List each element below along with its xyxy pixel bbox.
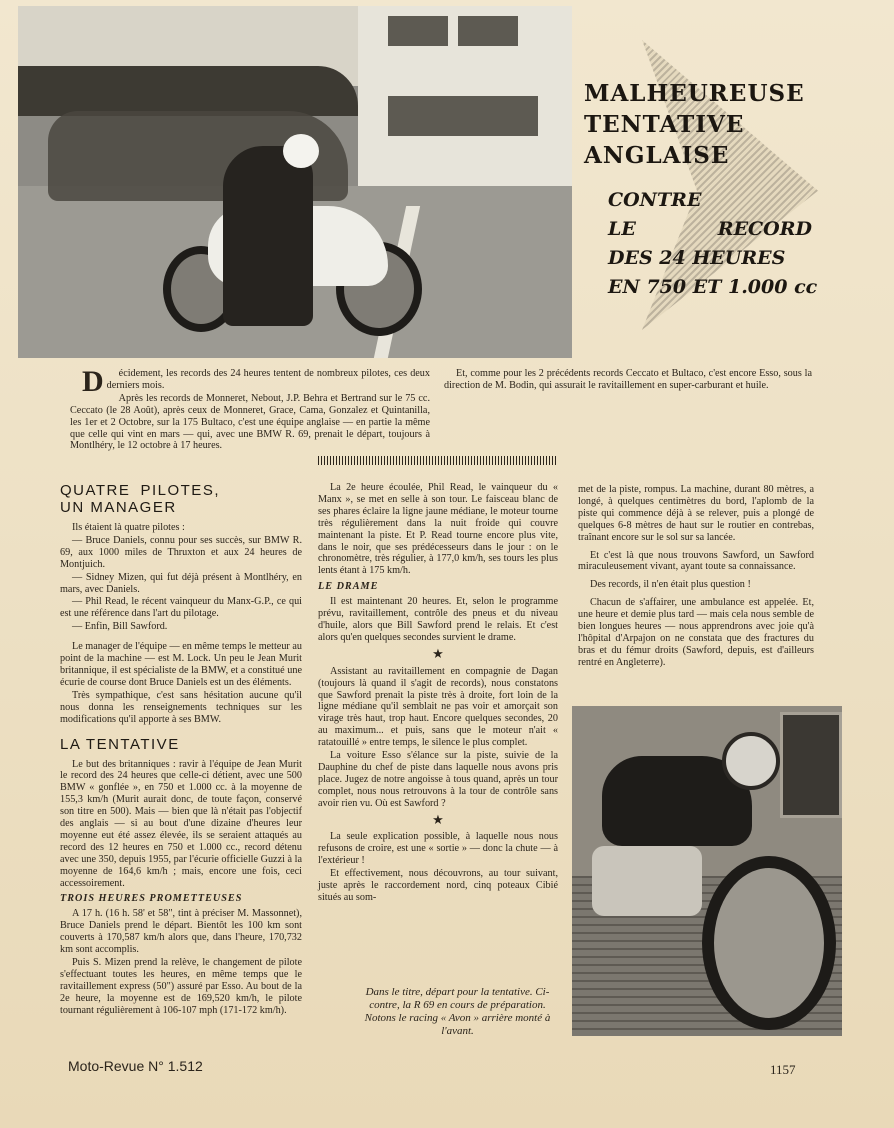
title-line: MALHEUREUSE [584, 80, 805, 107]
body-paragraph: — Phil Read, le récent vainqueur du Manx-G.P., ce qui est une référence dans l'art du pilotage. [60, 596, 302, 620]
star-separator: ★ [432, 645, 444, 661]
body-paragraph: La voiture Esso s'élance sur la piste, suivie de la Dauphine du chef de piste dans laquelle nous avons pris place. Jugez de notre angoisse à tous quand, après un tour complet, nous nous retrouvons à la tour de contrôle sans avoir rien vu. Où est Sawford ? [318, 750, 558, 809]
body-paragraph: Et c'est là que nous trouvons Sawford, un Sawford miraculeusement vivant, ayant toute sa connaissance. [578, 549, 814, 573]
title-photo-motorcycle-start [18, 6, 572, 358]
page-number: 1157 [770, 1062, 796, 1077]
body-paragraph: La seule explication possible, à laquelle nous nous refusons de croire, est une « sortie » — donc la chute — à l'extérieur ! [318, 831, 558, 867]
body-paragraph: Des records, il n'en était plus question ! [590, 579, 751, 591]
subsection-heading: LE DRAME [318, 581, 379, 593]
page-subtitle [608, 186, 878, 302]
column-3 [578, 484, 814, 670]
section-divider [318, 456, 558, 465]
title-line: ANGLAISE [584, 142, 730, 169]
body-paragraph: La 2e heure écoulée, Phil Read, le vainqueur du « Manx », se met en selle à son tour. Le faisceau blanc de ses phares éclaire la ligne jaune médiane, le moteur tourne très régulièrement dans la nuit froide qui couvre maintenant la piste. Et P. Read tourne encore plus vite, dans le noir, que ses prédécesseurs dans le jour : on le chronomètre, très régulier, à 177,0 km/h, ses tours les plus lents étant à 175 km/h. [318, 482, 558, 577]
body-paragraph: met de la piste, rompus. La machine, durant 80 mètres, a longé, à quelques centimètres du bord, l'aplomb de la piste qui commence déjà à se relever, puis a plongé de quelques 6-8 mètres de haut sur le routier en contrebas, traînant encore sur le sol sur sa lancée. [578, 484, 814, 543]
body-paragraph: Le manager de l'équipe — en même temps le metteur au point de la machine — est M. Lock. Un peu le Jean Murit britannique, il est spécialiste de la BMW, et a constitué une écurie de course dont Bruce Daniels est un des éléments. [60, 641, 302, 688]
body-paragraph: Puis S. Mizen prend la relève, le changement de pilote s'effectuant toutes les heures, en même temps que le ravitaillement express (50") assuré par Esso. Au bout de la 2e heure, la moyenne est de 169,520 km/h, le pilote tournant régulièrement à 106-107 mph (171-172 km/h). [60, 957, 302, 1016]
body-paragraph: Le but des britanniques : ravir à l'équipe de Jean Murit le record des 24 heures que celle-ci détient, avec une 500 BMW « gonflée », en 750 et 1.000 cc. à la moyenne de 155,3 km/h (Murit aurait donc, de toute façon, conservé son titre en 500). Mais — bien que là n'était pas l'objectif des anglais — si au bout d'une dizaine d'heures leur moyenne eut été assez élevée, ils se seraient attaqués au record des 12 heures en 750 et 1.000 cc., record détenu avec une 350, depuis 1955, par l'écurie officielle Guzzi à la moyenne de 164,6 km/h ; mais, encore une fois, ceci accessoirement. [60, 758, 302, 889]
intro-right [444, 368, 812, 393]
body-paragraph: — Sidney Mizen, qui fut déjà présent à Montlhéry, en mars, avec Daniels. [60, 571, 302, 595]
subtitle-line: LE RECORD [608, 218, 812, 240]
body-paragraph: — Bruce Daniels, connu pour ses succès, sur BMW R. 69, aux 1000 miles de Thruxton et aux 24 heures de Montjuich. [60, 534, 302, 570]
column-2 [318, 482, 558, 905]
body-paragraph: — Enfin, Bill Sawford. [72, 621, 168, 633]
section-heading: LA TENTATIVE [60, 735, 180, 753]
body-paragraph: Il est maintenant 20 heures. Et, selon le programme prévu, ravitaillement, contrôle des pneus et du niveau d'huile, alors que Bill Sawford prend le relais. Et c'est alors qu'en quelques secondes survient le drame. [318, 596, 558, 643]
title-line: TENTATIVE [584, 111, 745, 138]
intro-paragraph: Et, comme pour les 2 précédents records Ceccato et Bultaco, c'est encore Esso, sous la direction de M. Bodin, qui assurait le ravitaillement en super-carburant et huile. [444, 368, 812, 391]
body-paragraph: Assistant au ravitaillement en compagnie de Dagan (toujours là quand il s'agit de records), nous constatons que Sawford prenait la piste très à droite, fort loin de la ligne médiane qu'il semblait ne pas voir et amorçait son virage très haut, trop haut. Encore quelques secondes, 20 au maximum... et puis, sans que le moteur n'ait « ratatouillé » entre temps, le silence le plus complet. [318, 665, 558, 749]
subtitle-line: DES 24 HEURES [608, 247, 786, 269]
subtitle-line: EN 750 ET 1.000 cc [608, 276, 818, 298]
section-heading: QUATRE PILOTES, UN MANAGER [60, 482, 220, 516]
body-paragraph: Ils étaient là quatre pilotes : [72, 522, 185, 533]
subsection-heading: TROIS HEURES PROMETTEUSES [60, 893, 243, 905]
body-paragraph: A 17 h. (16 h. 58' et 58", tint à préciser M. Massonnet), Bruce Daniels prend le départ. Bientôt les 100 km sont couverts à 170,587 km/h alors que, dans l'heure, 170,732 km sont accomplis. [60, 908, 302, 956]
star-separator: ★ [432, 811, 444, 827]
body-paragraph: Très sympathique, c'est sans hésitation aucune qu'il nous donna les renseignements techniques sur les modifications qu'il apporte à ses BMW. [60, 689, 302, 725]
intro-paragraph: Décidement, les records des 24 heures tentent de nombreux pilotes, ces deux derniers mois. [82, 365, 430, 398]
magazine-issue: Moto-Revue N° 1.512 [68, 1058, 203, 1074]
intro-left [70, 365, 430, 453]
bmw-r69-photo [572, 706, 842, 1036]
intro-paragraph: Après les records de Monneret, Nebout, J.P. Behra et Bertrand sur le 75 cc. Ceccato (le 28 Août), après ceux de Monneret, Grace, Cama, Gonzalez et Quintanilla, les 1er et 2 Octobre, sur la 175 Bultaco, c'est une équipe anglaise — en partie la même que celle qui vint en mars — qui, avec une BMW R. 69, prenait le départ, toujours à Montlhéry, le 12 octobre à 17 heures. [70, 392, 430, 452]
column-1 [60, 480, 302, 1018]
subtitle-line: CONTRE [608, 189, 702, 211]
page-title [584, 78, 874, 171]
body-paragraph: Et effectivement, nous découvrons, au tour suivant, juste après le raccordement nord, cinq poteaux Cibié situés au som- [318, 868, 558, 903]
body-paragraph: Chacun de s'affairer, une ambulance est appelée. Et, une heure et demie plus tard — mais cela nous semble de bien longues heures — nous apprendrons avec joie qu'à l'hôpital d'Arpajon on ne constata que des fractures du bras et du fémur droits (Sawford, depuis, est d'ailleurs rentré en Angleterre). [578, 597, 814, 668]
photo-caption: Dans le titre, départ pour la tentative. Ci-contre, la R 69 en cours de préparation. Notons le racing « Avon » arrière monté à l'avant. [364, 986, 551, 1037]
